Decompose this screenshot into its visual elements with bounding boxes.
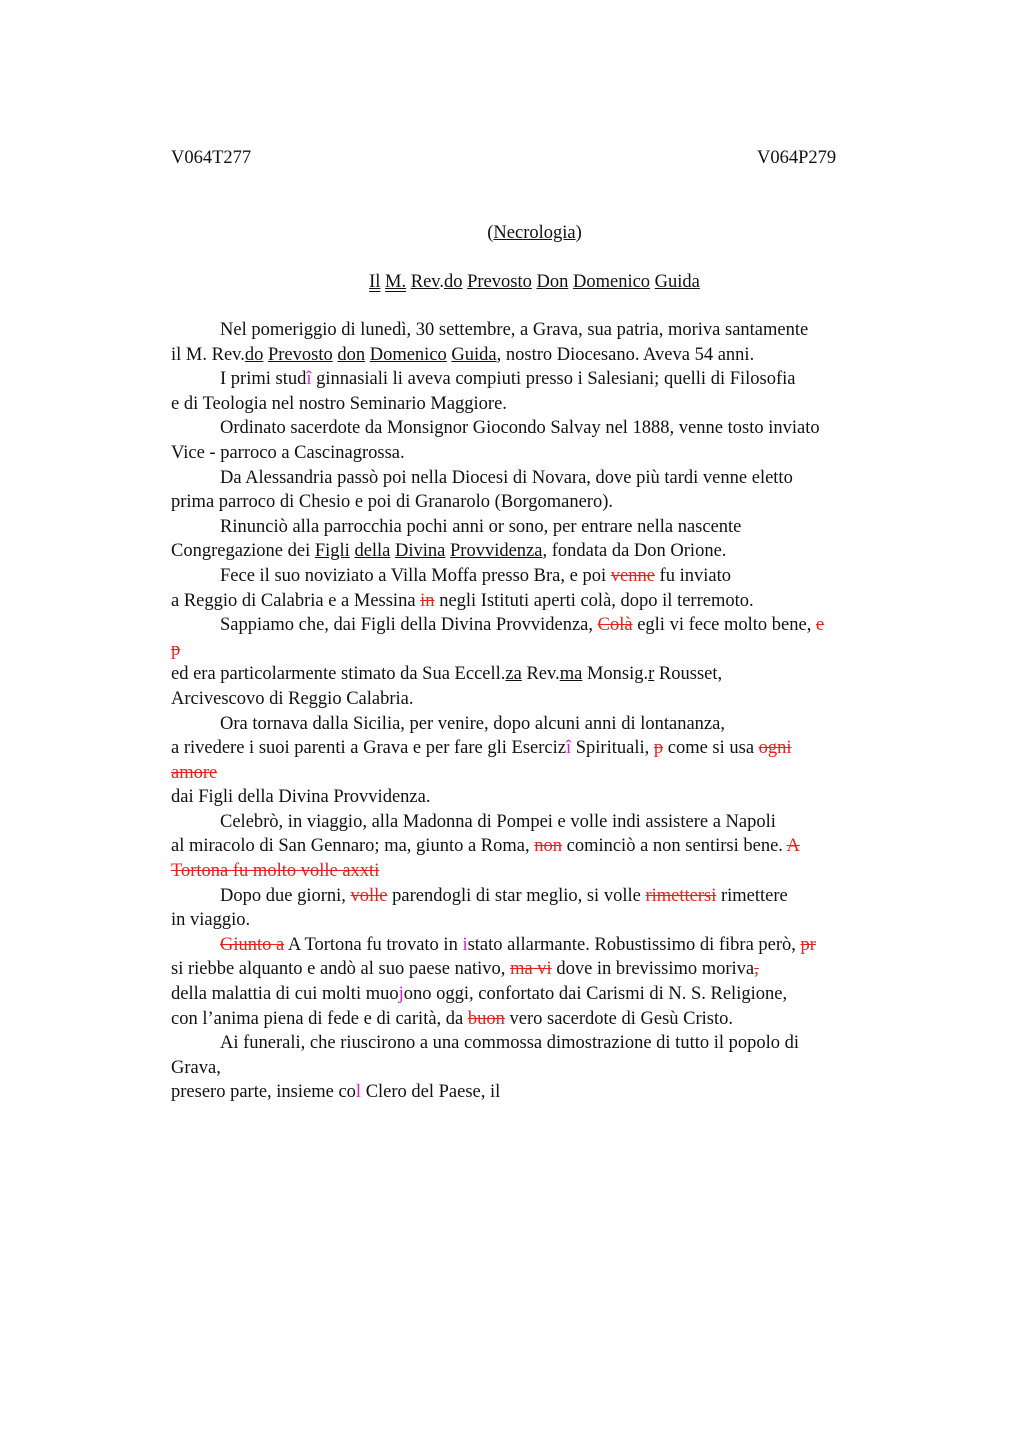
text-line: presero parte, insieme col Clero del Paese, il [171, 1082, 501, 1103]
text-line: I primi studî ginnasiali li aveva compiuti presso i Salesiani; quelli di Filosofia [220, 369, 796, 390]
text-line: della malattia di cui molti muojono oggi, confortato dai Carismi di N. S. Religione, [171, 984, 788, 1005]
text-line: Ai funerali, che riuscirono a una commossa dimostrazione di tutto il popolo di [220, 1033, 800, 1054]
text-line: si riebbe alquanto e andò al suo paese nativo, ma vi dove in brevissimo moriva, [171, 959, 759, 980]
text-line: prima parroco di Chesio e poi di Granarolo (Borgomanero). [171, 492, 613, 513]
text-line: in viaggio. [171, 910, 251, 931]
text-line: il M. Rev.do Prevosto don Domenico Guida, nostro Diocesano. Aveva 54 anni. [171, 344, 755, 365]
text-line: Rinunciò alla parrocchia pochi anni or sono, per entrare nella nascente [220, 516, 742, 537]
text-line: con l’anima piena di fede e di carità, da buon vero sacerdote di Gesù Cristo. [171, 1008, 733, 1029]
text-line: Da Alessandria passò poi nella Diocesi di Novara, dove più tardi venne eletto [220, 467, 793, 488]
text-line: dai Figli della Divina Provvidenza. [171, 787, 431, 808]
text-line: Congregazione dei Figli della Divina Provvidenza, fondata da Don Orione. [171, 541, 727, 562]
text-line: a rivedere i suoi parenti a Grava e per fare gli Esercizî Spirituali, p come si usa ogni [171, 738, 792, 759]
text-line: ed era particolarmente stimato da Sua Eccell.za Rev.ma Monsig.r Rousset, [171, 664, 723, 685]
text-line: Dopo due giorni, volle parendogli di star meglio, si volle rimettersi rimettere [220, 885, 788, 906]
text-line: e di Teologia nel nostro Seminario Maggiore. [171, 393, 507, 414]
text-line: a Reggio di Calabria e a Messina in negli Istituti aperti colà, dopo il terremoto. [171, 590, 754, 611]
text-line: Ora tornava dalla Sicilia, per venire, dopo alcuni anni di lontananza, [220, 713, 725, 734]
header-right-code: V064P279 [757, 148, 837, 168]
section-label: (Necrologia) [487, 223, 582, 243]
text-line: Tortona fu molto volle axxti [171, 861, 380, 882]
text-line: Giunto a A Tortona fu trovato in istato allarmante. Robustissimo di fibra però, pr [220, 934, 816, 955]
text-line: Celebrò, in viaggio, alla Madonna di Pompei e volle indi assistere a Napoli [220, 811, 776, 832]
text-line: Ordinato sacerdote da Monsignor Giocondo Salvay nel 1888, venne tosto inviato [220, 418, 820, 439]
text-line: amore [171, 762, 218, 783]
text-line: p [171, 639, 181, 660]
page-title: Il M. Rev.do Prevosto Don Domenico Guida [369, 272, 700, 292]
text-line: al miracolo di San Gennaro; ma, giunto a Roma, non cominciò a non sentirsi bene. A [171, 836, 800, 857]
text-line: Nel pomeriggio di lunedì, 30 settembre, a Grava, sua patria, moriva santamente [220, 320, 809, 340]
text-line: Arcivescovo di Reggio Calabria. [171, 688, 414, 709]
body-text [171, 318, 898, 1105]
header-left-code: V064T277 [171, 148, 252, 168]
text-line: Vice - parroco a Cascinagrossa. [171, 442, 405, 463]
text-line: Grava, [171, 1057, 221, 1078]
text-line: Fece il suo noviziato a Villa Moffa presso Bra, e poi venne fu inviato [220, 565, 731, 586]
text-line: Sappiamo che, dai Figli della Divina Provvidenza, Colà egli vi fece molto bene, e [220, 615, 825, 636]
